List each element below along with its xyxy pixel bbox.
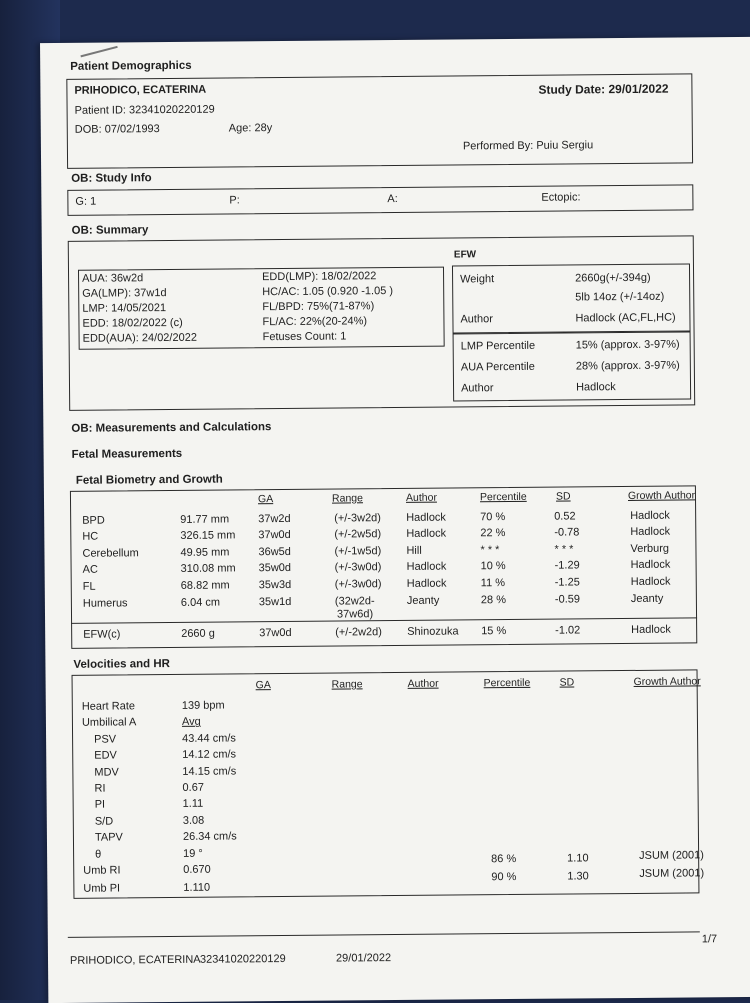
biometry-col-header: Range bbox=[331, 492, 364, 505]
velocity-value: 26.34 cm/s bbox=[182, 830, 237, 844]
biometry-box bbox=[70, 485, 697, 648]
velocity-value: Avg bbox=[181, 716, 201, 729]
report-page bbox=[40, 37, 750, 1003]
velocities-col-header: SD bbox=[559, 676, 575, 689]
biometry-cell: 37w0d bbox=[258, 528, 291, 542]
efw-weight-value: 2660g(+/-394g) bbox=[575, 271, 651, 285]
study-info-box bbox=[67, 184, 693, 215]
summary-edd-aua: EDD(AUA): 24/02/2022 bbox=[82, 331, 197, 345]
percentile-author-value: Hadlock bbox=[575, 381, 616, 394]
footer-divider bbox=[68, 931, 700, 938]
biometry-cell: Hadlock bbox=[406, 527, 447, 540]
biometry-cell: AC bbox=[82, 563, 98, 576]
biometry-cell: -1.02 bbox=[555, 624, 581, 637]
patient-name: PRIHODICO, ECATERINA bbox=[74, 83, 207, 97]
summary-fl-bpd: FL/BPD: 75%(71-87%) bbox=[262, 300, 375, 314]
velocity-label: S/D bbox=[94, 815, 114, 828]
velocity-label: RI bbox=[94, 782, 106, 795]
umbilical-value: 1.110 bbox=[183, 881, 211, 894]
study-info-g: G: 1 bbox=[75, 195, 97, 208]
biometry-cell: Cerebellum bbox=[82, 547, 139, 560]
patient-demographics-title: Patient Demographics bbox=[70, 59, 192, 73]
biometry-cell: 6.04 cm bbox=[180, 596, 221, 609]
velocities-col-header: Author bbox=[407, 677, 439, 690]
velocity-value: 139 bpm bbox=[181, 699, 225, 712]
patient-age: Age: 28y bbox=[228, 122, 273, 135]
umbilical-percentile: 86 % bbox=[491, 852, 517, 866]
velocity-value: 14.12 cm/s bbox=[182, 748, 237, 762]
velocity-value: 1.11 bbox=[182, 798, 204, 811]
biometry-cell: (+/-3w0d) bbox=[334, 578, 382, 591]
biometry-cell: -0.59 bbox=[554, 593, 581, 606]
velocity-label: PI bbox=[94, 798, 106, 812]
velocity-value: 0.67 bbox=[182, 781, 204, 794]
biometry-cell: 35w1d bbox=[258, 595, 292, 609]
velocities-col-header: Percentile bbox=[483, 676, 531, 690]
study-info-a: A: bbox=[387, 192, 398, 206]
biometry-cell: 36w5d bbox=[258, 545, 291, 559]
biometry-col-header: GA bbox=[257, 493, 274, 506]
biometry-cell: Humerus bbox=[82, 597, 128, 610]
biometry-cell: Hadlock bbox=[630, 509, 670, 522]
umbilical-author: JSUM (2001) bbox=[639, 849, 704, 862]
biometry-cell: Jeanty bbox=[406, 594, 440, 607]
patient-dob: DOB: 07/02/1993 bbox=[74, 123, 160, 136]
biometry-cell: Hadlock bbox=[406, 511, 446, 524]
velocities-title: Velocities and HR bbox=[73, 657, 171, 671]
umbilical-label: Umb PI bbox=[83, 882, 121, 895]
measurements-title: OB: Measurements and Calculations bbox=[71, 421, 272, 435]
efw-author-value: Hadlock (AC,FL,HC) bbox=[575, 311, 676, 325]
fetal-measurements-title: Fetal Measurements bbox=[71, 447, 183, 461]
velocities-box bbox=[72, 669, 700, 898]
summary-lmp: LMP: 14/05/2021 bbox=[82, 302, 167, 315]
biometry-cell: Hadlock bbox=[630, 525, 671, 538]
biometry-cell: (+/-3w2d) bbox=[334, 512, 382, 525]
velocity-label: θ bbox=[95, 848, 102, 861]
biometry-cell: Hill bbox=[406, 544, 422, 557]
efw-weight-label: Weight bbox=[460, 273, 495, 286]
footer-id: 32341020220129 bbox=[199, 952, 286, 966]
biometry-cell: 15 % bbox=[481, 625, 507, 638]
biometry-title: Fetal Biometry and Growth bbox=[75, 473, 223, 487]
lmp-percentile-label: LMP Percentile bbox=[460, 339, 536, 353]
biometry-cell: Hadlock bbox=[630, 558, 671, 571]
efw-title: EFW bbox=[453, 249, 477, 261]
humerus-range-line2: 37w6d) bbox=[336, 608, 374, 621]
study-info-ectopic: Ectopic: bbox=[541, 191, 581, 204]
biometry-cell: BPD bbox=[82, 514, 105, 527]
study-info-title: OB: Study Info bbox=[71, 172, 152, 185]
biometry-cell: 11 % bbox=[480, 577, 506, 590]
velocity-label: MDV bbox=[94, 766, 119, 779]
footer-date: 29/01/2022 bbox=[335, 952, 392, 965]
biometry-cell: -1.25 bbox=[554, 576, 580, 589]
biometry-col-header: Growth Author bbox=[627, 489, 696, 502]
biometry-cell: (+/-3w0d) bbox=[334, 561, 382, 574]
summary-fl-ac: FL/AC: 22%(20-24%) bbox=[262, 315, 368, 329]
velocity-label: EDV bbox=[94, 749, 117, 762]
lmp-percentile-value: 15% (approx. 3-97%) bbox=[575, 338, 680, 352]
biometry-cell: * * * bbox=[554, 543, 574, 556]
biometry-cell: EFW(c) bbox=[83, 628, 121, 641]
summary-title: OB: Summary bbox=[71, 224, 149, 237]
biometry-cell: 0.52 bbox=[554, 510, 576, 523]
biometry-cell: Verburg bbox=[630, 542, 670, 555]
biometry-cell: 22 % bbox=[480, 527, 506, 540]
velocities-col-header: GA bbox=[255, 679, 271, 692]
velocity-value: 19 ° bbox=[183, 847, 203, 860]
velocities-col-header: Growth Author bbox=[633, 675, 701, 688]
biometry-cell: -0.78 bbox=[554, 526, 580, 539]
biometry-cell: (+/-2w2d) bbox=[335, 626, 383, 639]
biometry-cell: 28 % bbox=[480, 594, 507, 607]
summary-edd-lmp: EDD(LMP): 18/02/2022 bbox=[262, 270, 377, 284]
efw-weight-lb: 5lb 14oz (+/-14oz) bbox=[575, 290, 665, 304]
biometry-col-header: SD bbox=[555, 490, 571, 503]
umbilical-author: JSUM (2001) bbox=[639, 867, 705, 880]
patient-id: Patient ID: 32341020220129 bbox=[74, 103, 215, 117]
summary-edd: EDD: 18/02/2022 (c) bbox=[82, 316, 183, 330]
biometry-cell: Hadlock bbox=[630, 575, 671, 588]
biometry-cell: (+/-1w5d) bbox=[334, 545, 382, 558]
umbilical-label: Umb RI bbox=[83, 864, 121, 877]
summary-hc-ac: HC/AC: 1.05 (0.920 -1.05 ) bbox=[262, 285, 394, 299]
biometry-cell: 2660 g bbox=[181, 627, 215, 640]
biometry-cell: Hadlock bbox=[631, 623, 671, 636]
biometry-cell: FL bbox=[82, 580, 96, 593]
velocity-value: 14.15 cm/s bbox=[182, 765, 237, 778]
summary-aua: AUA: 36w2d bbox=[82, 272, 144, 285]
biometry-cell: 35w0d bbox=[258, 561, 292, 575]
biometry-cell: 91.77 mm bbox=[180, 513, 230, 526]
biometry-col-header: Author bbox=[405, 491, 437, 504]
biometry-cell: (32w2d- bbox=[334, 595, 375, 608]
umbilical-value: 0.670 bbox=[183, 863, 211, 876]
biometry-cell: -1.29 bbox=[554, 559, 580, 572]
summary-fetuses-count: Fetuses Count: 1 bbox=[262, 330, 347, 344]
biometry-cell: 35w3d bbox=[258, 578, 292, 592]
aua-percentile-value: 28% (approx. 3-97%) bbox=[575, 359, 680, 373]
biometry-cell: Jeanty bbox=[630, 592, 664, 605]
study-info-p: P: bbox=[229, 194, 240, 207]
summary-ga-lmp: GA(LMP): 37w1d bbox=[82, 287, 167, 300]
biometry-cell: Hadlock bbox=[406, 577, 447, 590]
biometry-cell: 10 % bbox=[480, 560, 506, 573]
footer-name: PRIHODICO, ECATERINA bbox=[69, 953, 201, 967]
performed-by: Performed By: Puiu Sergiu bbox=[462, 139, 594, 153]
biometry-col-header: Percentile bbox=[479, 490, 527, 504]
umbilical-sd: 1.10 bbox=[567, 852, 589, 865]
velocity-value: 3.08 bbox=[182, 814, 205, 827]
biometry-cell: * * * bbox=[480, 544, 500, 557]
umbilical-percentile: 90 % bbox=[491, 870, 517, 884]
biometry-cell: 326.15 mm bbox=[180, 529, 236, 542]
biometry-cell: 70 % bbox=[480, 511, 506, 524]
biometry-cell: Shinozuka bbox=[407, 625, 459, 638]
pen-mark bbox=[80, 46, 117, 57]
velocity-label: PSV bbox=[94, 733, 117, 746]
velocity-value: 43.44 cm/s bbox=[182, 732, 236, 745]
velocity-label: Heart Rate bbox=[81, 700, 136, 713]
biometry-cell: 49.95 mm bbox=[180, 546, 230, 559]
aua-percentile-label: AUA Percentile bbox=[460, 360, 535, 374]
biometry-cell: (+/-2w5d) bbox=[334, 528, 382, 541]
velocity-label: TAPV bbox=[94, 831, 123, 844]
biometry-cell: Hadlock bbox=[406, 560, 447, 573]
biometry-cell: 68.82 mm bbox=[180, 579, 230, 592]
umbilical-sd: 1.30 bbox=[567, 870, 589, 883]
velocities-col-header: Range bbox=[331, 678, 363, 691]
velocity-label: Umbilical A bbox=[81, 716, 137, 730]
page-number: 1/7 bbox=[701, 933, 718, 946]
efw-author-label: Author bbox=[460, 313, 493, 326]
biometry-cell: HC bbox=[82, 530, 99, 543]
biometry-cell: 37w2d bbox=[258, 512, 291, 526]
biometry-cell: 37w0d bbox=[259, 626, 292, 640]
biometry-cell: 310.08 mm bbox=[180, 562, 236, 575]
percentile-author-label: Author bbox=[460, 382, 494, 395]
study-date: Study Date: 29/01/2022 bbox=[538, 81, 669, 97]
